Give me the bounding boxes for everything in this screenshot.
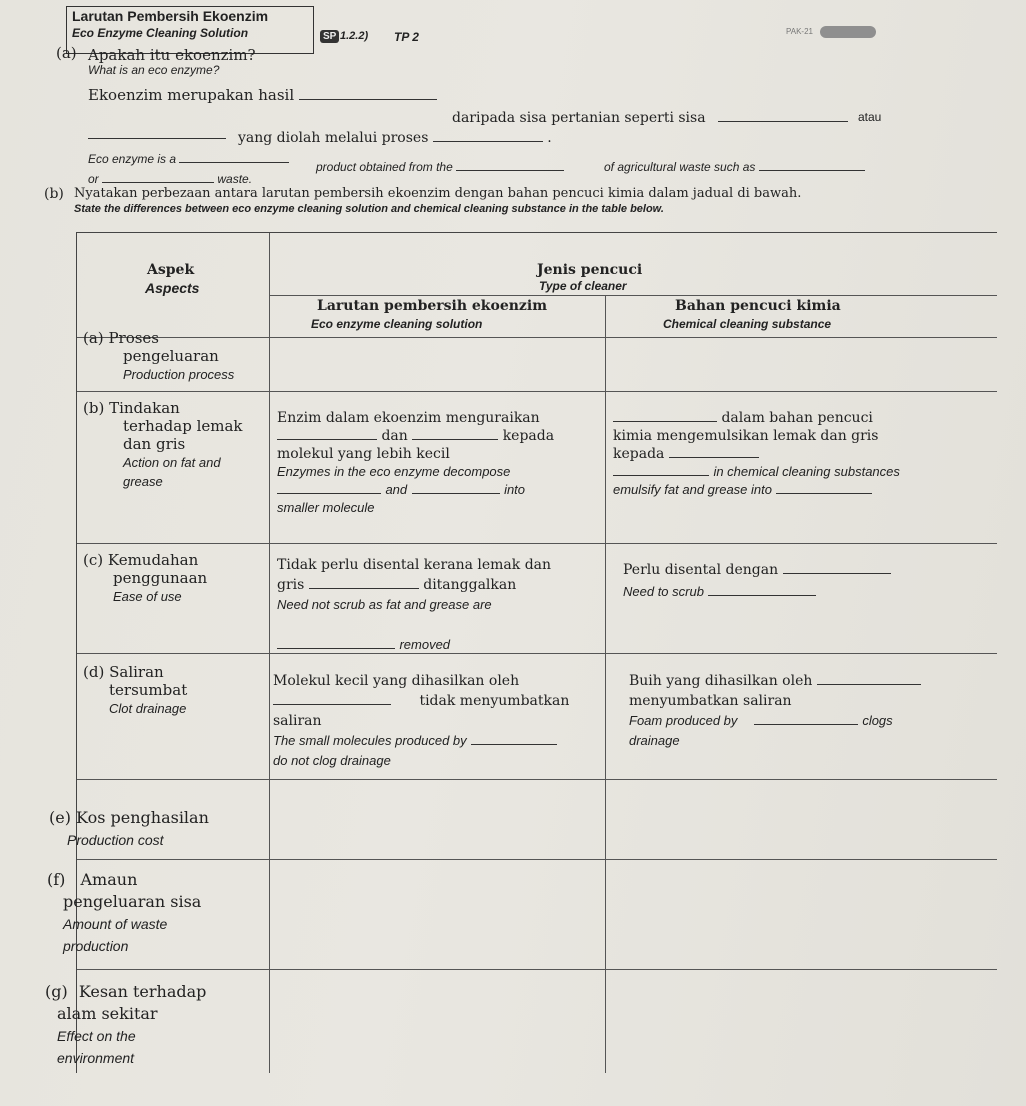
text: ditanggalkan [423,577,517,593]
row-label: (a) [83,329,104,347]
type-header-ms: Jenis pencuci [537,262,643,278]
text: Perlu disental dengan [623,562,779,578]
row-d-aspect [83,663,187,718]
blank [817,683,921,685]
row-c-eco [277,555,599,655]
text: Molekul kecil yang dihasilkan oleh [273,673,520,689]
aspect-header-ms: Aspek [147,262,195,278]
text: Need not scrub as fat and grease are [277,597,492,612]
text: Kos penghasilan [76,808,209,827]
question-a-label: (a) [56,44,77,62]
answer-a-ms-line1 [88,86,437,104]
text: or [88,172,99,186]
blank [708,594,816,596]
text: alam sekitar [57,1004,158,1023]
text: Saliran [109,663,164,681]
text: kimia mengemulsikan lemak dan gris [613,428,879,444]
text: pengeluaran sisa [63,892,202,911]
blank [613,420,717,422]
text: dalam bahan pencuci [721,410,873,426]
question-b-english: State the differences between eco enzyme cleaning solution and chemical cleaning substance in the table below. [74,203,664,215]
text: smaller molecule [277,500,375,515]
row-divider [77,391,997,392]
row-divider [77,543,997,544]
blank [759,169,865,171]
text: and [385,482,408,497]
blank [412,492,500,494]
text: Action on fat and [123,455,221,470]
answer-a-ms-line1b [452,110,848,126]
text: Kesan terhadap [78,982,207,1001]
answer-a-en-line2 [88,172,252,186]
row-label: (e) [49,808,71,827]
blank [776,492,872,494]
blank [754,723,858,725]
text: dan gris [123,435,186,453]
sp-code: 1.2.2) [340,30,369,42]
blank-line [88,124,226,143]
row-f-aspect [47,869,201,957]
blank [471,743,557,745]
text: into [504,482,526,497]
text: grease [123,474,163,489]
text: menyumbatkan saliran [629,693,792,709]
blank [277,438,377,440]
row-g-aspect [45,981,206,1069]
row-divider [269,295,997,296]
text: waste. [217,172,253,186]
col1-header-ms: Larutan pembersih ekoenzim [317,298,548,314]
blank [613,474,709,476]
answer-a-en-line1b [316,160,564,174]
text: in chemical cleaning substances [713,464,900,479]
text: gris [277,577,305,593]
text: production [63,938,129,954]
text: Enzymes in the eco enzyme decompose [277,464,511,479]
blank [433,140,543,142]
column-divider [605,295,606,1073]
text: penggunaan [113,569,208,587]
blank [179,161,289,163]
row-c-chem [623,559,993,603]
sp-badge: SP [320,30,339,43]
blank [783,572,891,574]
text: tidak menyumbatkan [419,693,570,709]
answer-a-en-line1c [604,160,865,174]
text: molekul yang lebih kecil [277,446,450,462]
col1-header-en: Eco enzyme cleaning solution [311,317,483,331]
row-d-chem [629,671,993,751]
text: Kemudahan [107,551,199,569]
text: . [547,130,552,146]
blank [669,456,759,458]
text: The small molecules produced by [273,733,467,748]
answer-a-en-line1 [88,152,289,166]
blank [412,438,498,440]
question-b-label: (b) [44,186,64,202]
blank [277,492,381,494]
row-label: (c) [83,551,104,569]
col2-header-en: Chemical cleaning substance [663,317,832,331]
text: drainage [629,733,680,748]
row-divider [77,859,997,860]
text: Tidak perlu disental kerana lemak dan [277,557,552,573]
row-divider [77,779,997,780]
row-divider [77,969,997,970]
answer-a-atau: atau [858,110,882,124]
question-a-malay: Apakah itu ekoenzim? [88,46,256,64]
type-header-en: Type of cleaner [539,279,627,293]
text: removed [399,637,451,652]
question-a-english: What is an eco enzyme? [88,63,220,77]
text: Tindakan [109,399,180,417]
text: kepada [613,446,665,462]
text: product obtained from the [316,160,453,174]
row-b-eco [277,409,599,517]
blank [309,587,419,589]
answer-a-ms-line2 [238,130,552,146]
row-d-eco [273,671,603,771]
text: Effect on the [57,1028,136,1044]
text: Proses [108,329,160,347]
text: daripada sisa pertanian seperti sisa [452,110,706,126]
text: Foam produced by [629,713,738,728]
text: emulsify fat and grease into [613,482,772,497]
col2-header-ms: Bahan pencuci kimia [675,298,841,314]
text: saliran [273,713,322,729]
text: Clot drainage [109,701,187,716]
text: Eco enzyme is a [88,152,177,166]
text: Production cost [67,832,164,848]
text: Enzim dalam ekoenzim menguraikan [277,410,540,426]
text: tersumbat [109,681,188,699]
row-label: (g) [45,982,68,1001]
text: kepada [502,428,555,444]
blank [456,169,564,171]
text: Buih yang dihasilkan oleh [629,673,813,689]
aspect-header-en: Aspects [145,280,200,296]
pak21-icon [820,26,876,38]
row-label: (d) [83,663,105,681]
row-label: (f) [47,870,66,889]
text: Need to scrub [623,584,704,599]
question-b-malay: Nyatakan perbezaan antara larutan pembersih ekoenzim dengan bahan pencuci kimia dalam jadual di bawah. [74,186,802,201]
text: Amaun [80,870,138,889]
row-a-aspect [83,329,234,384]
row-c-aspect [83,551,207,606]
tp-level: TP 2 [394,30,419,44]
row-label: (b) [83,399,105,417]
text: pengeluaran [123,347,219,365]
text: Amount of waste [63,916,168,932]
blank [277,647,395,649]
row-b-chem [613,409,997,499]
row-b-aspect [83,399,243,491]
text: dan [381,428,408,444]
text: of agricultural waste such as [604,160,756,174]
text: do not clog drainage [273,753,391,768]
text: terhadap lemak [123,417,243,435]
text: Production process [123,367,235,382]
blank [299,98,437,100]
pak21-label: PAK-21 [786,27,813,36]
blank [102,181,214,183]
row-e-aspect [49,807,209,851]
title-english: Eco Enzyme Cleaning Solution [72,26,249,40]
text: Ease of use [113,589,182,604]
text: yang diolah melalui proses [238,130,429,146]
text: clogs [862,713,893,728]
comparison-table [45,232,997,1073]
text: Ekoenzim merupakan hasil [88,86,295,104]
blank [273,703,391,705]
blank [88,137,226,139]
title-malay: Larutan Pembersih Ekoenzim [72,8,269,24]
text: environment [57,1050,135,1066]
blank [718,120,848,122]
